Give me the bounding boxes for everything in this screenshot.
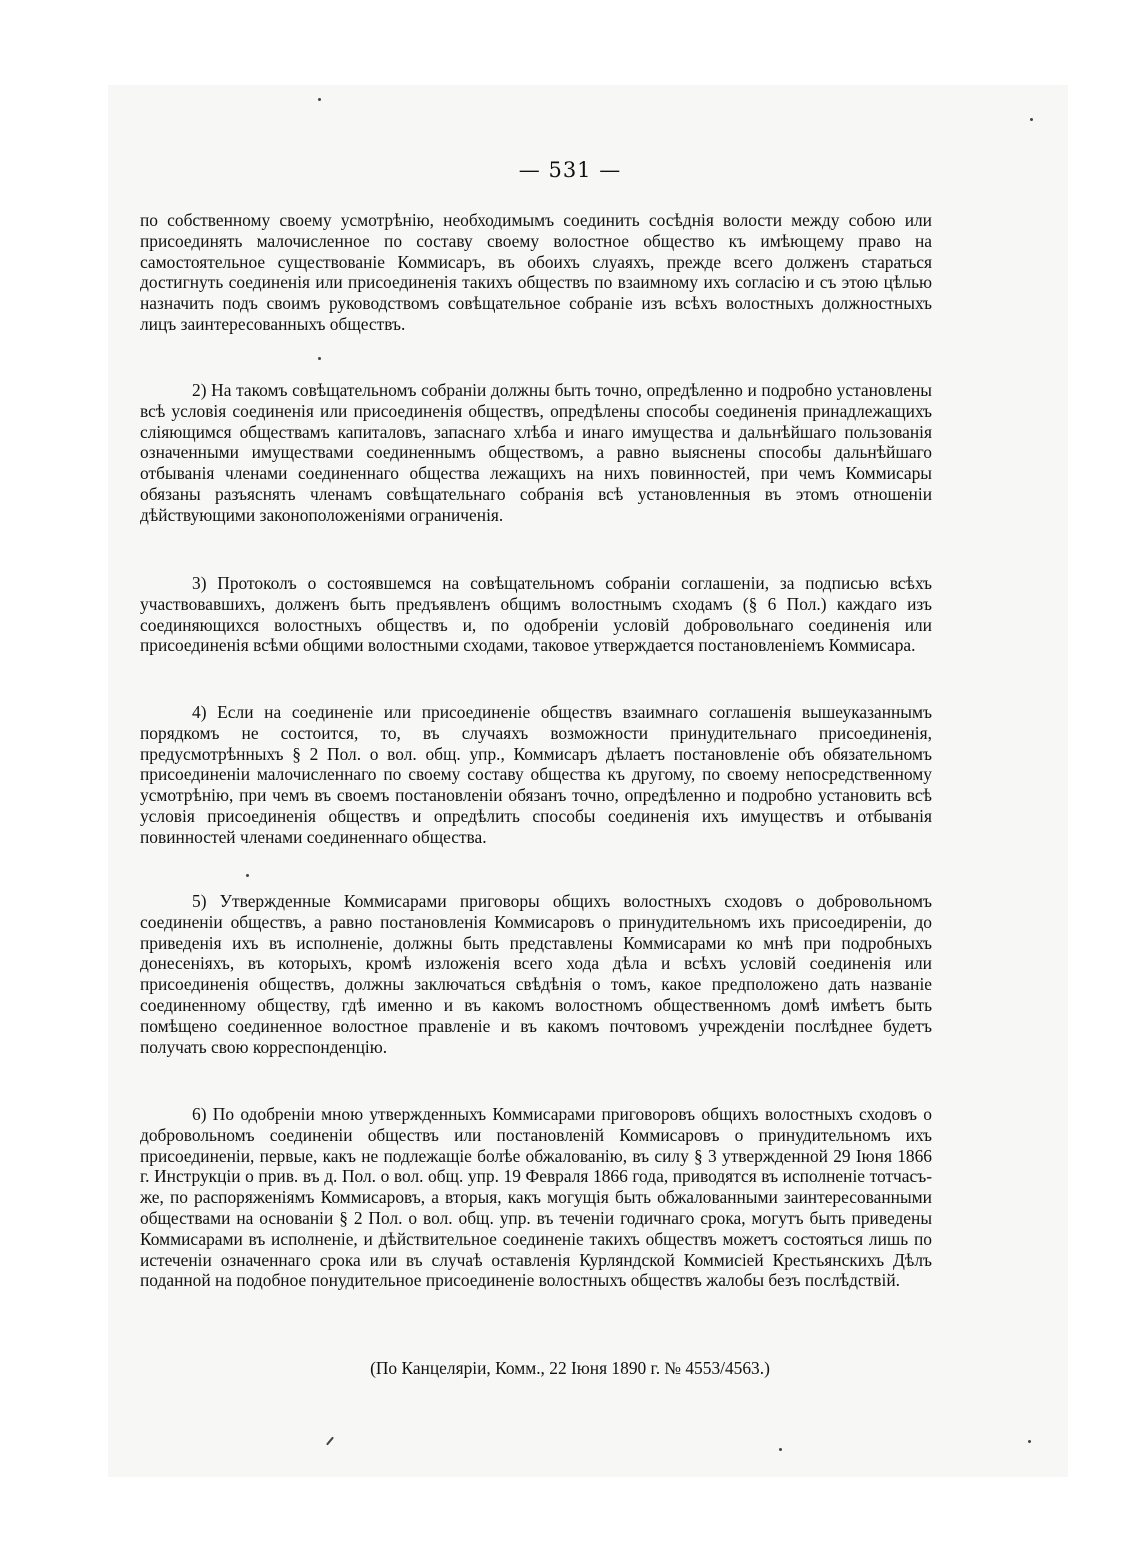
- paragraph-intro-continuation: по собственному своему усмотрѣнію, необходимымъ соединить сосѣднія волости между собою или присоединять малочисленное по составу своему волостное общество къ имѣющему право на самостоятельное существованіе Коммисаръ, въ обоихъ слуаяхъ, прежде всего долженъ стараться достигнуть соединенія или присоединенія такихъ обществъ по взаимному ихъ согласію и съ этою цѣлью назначить подъ своимъ руководствомъ совѣщательное собраніе изъ всѣхъ волостныхъ должностныхъ лицъ заинтересованныхъ обществъ.: [140, 210, 932, 334]
- paragraph-4: 4) Если на соединеніе или присоединеніе обществъ взаимнаго соглашенія вышеуказаннымъ порядкомъ не состоится, то, въ случаяхъ возможности принудительнаго присоединенія, предусмотрѣнныхъ § 2 Пол. о вол. общ. упр., Коммисаръ дѣлаетъ постановленіе объ обязательномъ присоединеніи малочисленнаго по своему составу общества къ другому, по своему непосредственному усмотрѣнію, при чемъ въ своемъ постановленіи обязанъ точно, опредѣленно и подробно установить всѣ условія присоединенія обществъ и опредѣлить способы соединенія ихъ имуществъ и отбыванія повинностей членами соединеннаго общества.: [140, 702, 932, 847]
- scan-speck: [318, 98, 321, 101]
- scan-speck: [1028, 1440, 1031, 1443]
- scan-speck: [1030, 118, 1033, 121]
- paragraph-2: 2) На такомъ совѣщательномъ собраніи должны быть точно, опредѣленно и подробно установлены всѣ условія соединенія или присоединенія обществъ, опредѣлены способы соединенія принадлежащихъ сліяющимся обществамъ капиталовъ, запаснаго хлѣба и инаго имущества и дальнѣйшаго пользованія означенными имуществами соединеннымъ обществомъ, а равно выяснены способы дальнѣйшаго отбыванія членами соединеннаго общества лежащихъ на нихъ повинностей, при чемъ Коммисары обязаны разъяснять членамъ совѣщательнаго собранія всѣ установленныя въ этомъ отношеніи дѣйствующими законоположеніями ограниченія.: [140, 380, 932, 525]
- paragraph-5: 5) Утвержденные Коммисарами приговоры общихъ волостныхъ сходовъ о добровольномъ соединеніи обществъ, а равно постановленія Коммисаровъ о принудительномъ ихъ присоедиреніи, до приведенія ихъ въ исполненіе, должны быть представлены Коммисарами ко мнѣ при подробныхъ донесеніяхъ, въ которыхъ, кромѣ изложенія всего хода дѣла и всѣхъ условій соединенія или присоединенія обществъ, должны заключаться свѣдѣнія о томъ, какое предположено дать названіе соединенному обществу, гдѣ именно и въ какомъ волостномъ общественномъ домѣ имѣетъ быть помѣщено соединенное волостное правленіе и въ какомъ почтовомъ учрежденіи послѣднее будетъ получать свою корреспонденцію.: [140, 891, 932, 1057]
- paragraph-6: 6) По одобреніи мною утвержденныхъ Коммисарами приговоровъ общихъ волостныхъ сходовъ о добровольномъ соединеніи обществъ или постановленій Коммисаровъ о принудительномъ ихъ присоединеніи, первые, какъ не подлежащіе болѣе обжалованію, въ силу § 3 утвержденной 29 Іюня 1866 г. Инструкціи о прив. въ д. Пол. о вол. общ. упр. 19 Февраля 1866 года, приводятся въ исполненіе тотчасъ-же, по распоряженіямъ Коммисаровъ, а вторыя, какъ могущія быть обжалованными заинтересованными обществами на основаніи § 2 Пол. о вол. общ. упр. въ теченіи годичнаго срока, могутъ быть приведены Коммисарами въ исполненіе, и дѣйствительное соединеніе такихъ обществъ можетъ состояться лишь по истеченіи означеннаго срока или въ случаѣ оставленія Курляндской Коммисіей Крестьянскихъ Дѣлъ поданной на подобное понудительное присоединеніе волостныхъ обществъ жалобы безъ послѣдствій.: [140, 1104, 932, 1291]
- page-number: — 531 —: [518, 158, 622, 182]
- citation: (По Канцеляріи, Комм., 22 Іюня 1890 г. № 4553/4563.): [370, 1358, 770, 1378]
- paragraph-3: 3) Протоколъ о состоявшемся на совѣщательномъ собраніи соглашеніи, за подписью всѣхъ участвовавшихъ, долженъ быть предъявленъ общимъ волостнымъ сходамъ (§ 6 Пол.) каждаго изъ соединяющихся волостныхъ обществъ и, по одобреніи условій добровольнаго соединенія или присоединенія всѣми общими волостными сходами, таковое утверждается постановленіемъ Коммисара.: [140, 573, 932, 656]
- scan-speck: [779, 1448, 782, 1451]
- scan-speck: [318, 357, 321, 360]
- scan-speck: [246, 874, 249, 877]
